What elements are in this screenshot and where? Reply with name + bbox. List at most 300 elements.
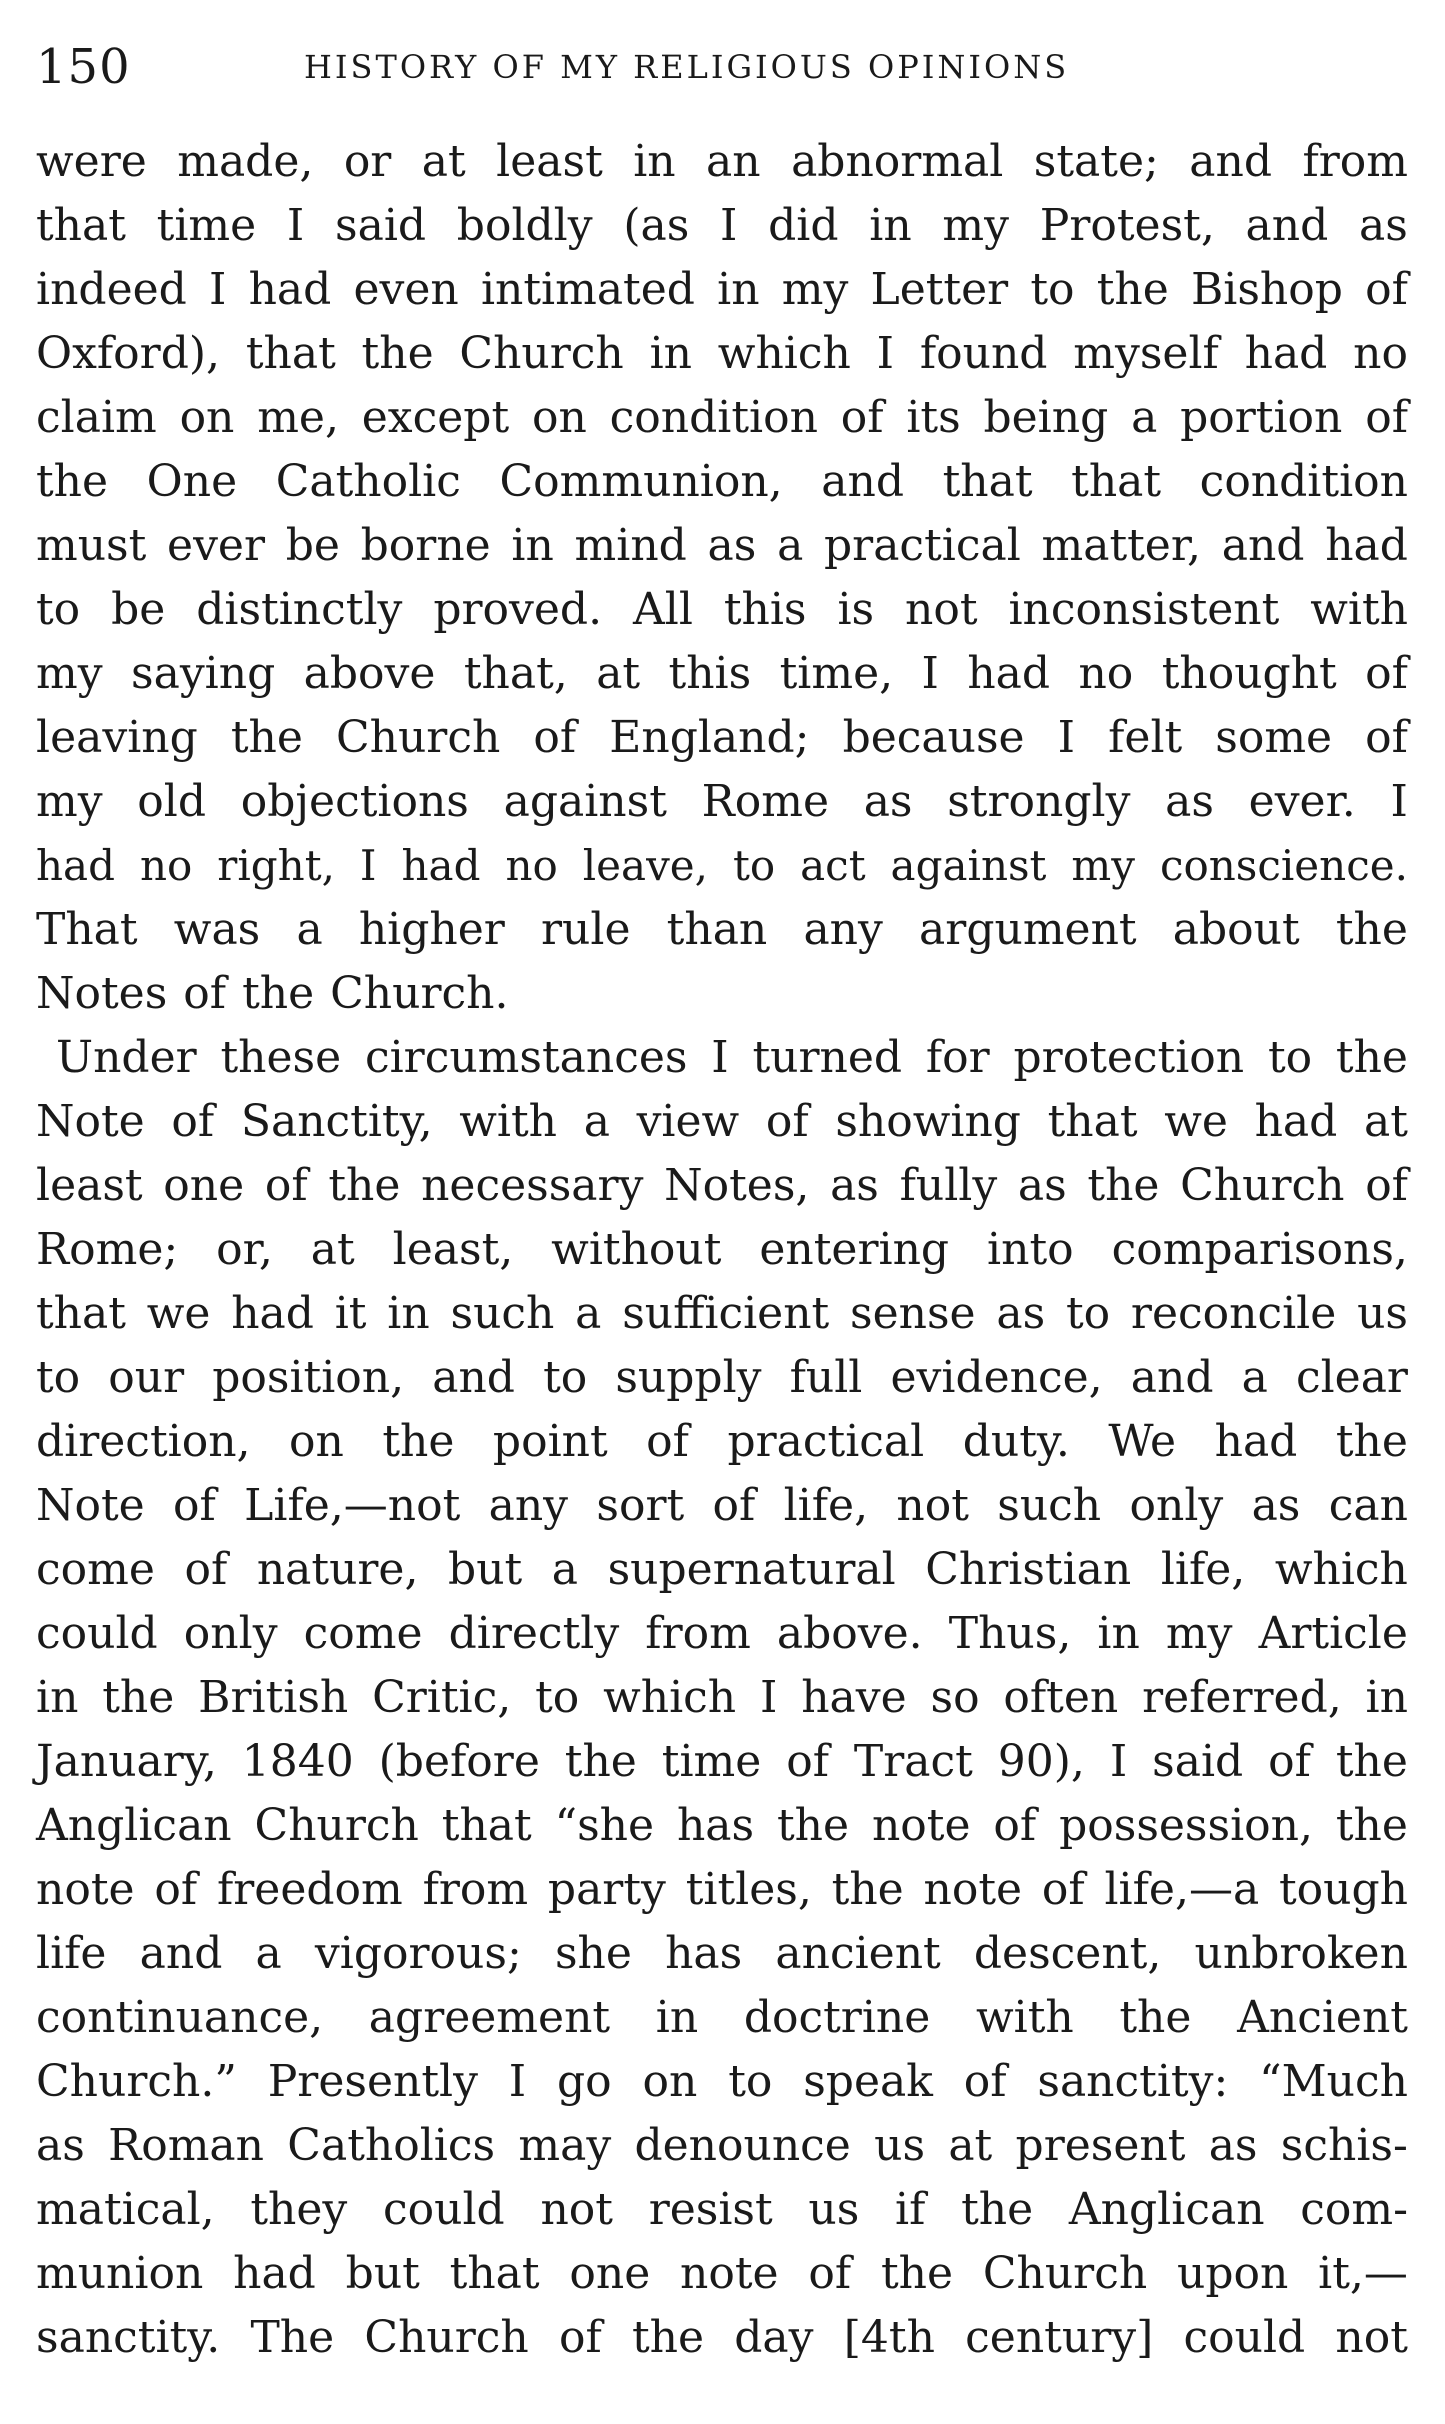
word: sense (850, 1288, 976, 1339)
word: Church.” (36, 2056, 237, 2107)
word: so (930, 1672, 980, 1723)
body-text (36, 130, 1408, 2370)
word: argument (919, 904, 1137, 955)
word: at (596, 648, 641, 699)
word: matter, (1041, 520, 1202, 571)
word: to (1267, 1032, 1313, 1083)
word: the (36, 456, 109, 507)
word: on (289, 1416, 344, 1467)
word: this (723, 584, 807, 635)
word: of (533, 712, 577, 763)
word: no (139, 841, 193, 890)
word: Oxford), (36, 328, 221, 379)
word: least (496, 136, 603, 187)
word: with (975, 1992, 1074, 2043)
word: turned (752, 1032, 903, 1083)
word: com- (1300, 2184, 1408, 2235)
word: could (36, 1608, 158, 1659)
word: on (179, 392, 235, 443)
word: or (343, 136, 392, 187)
word: come (36, 1544, 155, 1595)
word: Under (56, 1032, 197, 1083)
word: is (837, 584, 875, 635)
word: Church. (330, 968, 509, 1019)
text-line (36, 1922, 1408, 1986)
word: a (777, 520, 804, 571)
word: my (942, 200, 1009, 251)
word: the (242, 968, 315, 1019)
word: of (171, 1096, 215, 1147)
word: not (1335, 2312, 1408, 2363)
word: because (842, 712, 1025, 763)
word: condition (1199, 456, 1408, 507)
word: in (869, 200, 912, 251)
word: could (1183, 2312, 1306, 2363)
word: Sanctity, (240, 1096, 433, 1147)
word: of (712, 1480, 756, 1531)
word: in (717, 264, 760, 315)
word: the (1096, 264, 1169, 315)
text-line (36, 962, 1408, 1026)
word: the (1335, 1032, 1408, 1083)
text-line (36, 2242, 1408, 2306)
word: at (310, 1224, 355, 1275)
word: did (768, 200, 839, 251)
word: had (1254, 1096, 1338, 1147)
word: its (906, 392, 961, 443)
word: Letter (870, 264, 1009, 315)
word: in (1365, 1672, 1408, 1723)
word: portion (1180, 392, 1343, 443)
word: Note (36, 1096, 145, 1147)
word: which (1274, 1544, 1408, 1595)
word: has (665, 1928, 743, 1979)
word: we (146, 1288, 211, 1339)
text-line (36, 1474, 1408, 1538)
word: the (777, 1800, 850, 1851)
word: ancient (775, 1928, 941, 1979)
word: schis- (1280, 2120, 1408, 2171)
word: had (233, 2248, 316, 2299)
page-header (36, 32, 1416, 102)
word: leaving (36, 712, 198, 763)
word: party (547, 1864, 666, 1915)
word: higher (358, 904, 505, 955)
word: but (448, 1544, 523, 1595)
word: Church (254, 1800, 419, 1851)
word: Anglican (36, 1800, 232, 1851)
word: sanctity: (1037, 2056, 1229, 2107)
word: Protest, (1039, 200, 1215, 251)
word: us (874, 2120, 926, 2171)
word: condition (609, 392, 818, 443)
word: in (633, 136, 676, 187)
word: no (1353, 328, 1408, 379)
word: I (759, 1672, 778, 1723)
word: 90), (997, 1736, 1085, 1787)
word: that (36, 200, 126, 251)
word: had (967, 648, 1051, 699)
word: One (146, 456, 238, 507)
word: Life,—not (244, 1480, 461, 1531)
word: possession, (1059, 1800, 1313, 1851)
text-line (36, 1090, 1408, 1154)
word: not (896, 1480, 969, 1531)
word: time (661, 1736, 762, 1787)
word: mind (574, 520, 687, 571)
word: the (631, 2312, 705, 2363)
word: the (102, 1672, 175, 1723)
word: distinctly (196, 584, 403, 635)
word: vigorous; (314, 1928, 522, 1979)
word: clear (1295, 1352, 1408, 1403)
word: directly (448, 1608, 620, 1659)
word: the (361, 328, 434, 379)
word: the (1335, 1736, 1408, 1787)
word: ever (167, 520, 265, 571)
word: any (803, 904, 883, 955)
running-title: HISTORY OF MY RELIGIOUS OPINIONS (304, 48, 1070, 86)
word: such (997, 1480, 1102, 1531)
text-line (36, 1730, 1408, 1794)
word: of (1365, 264, 1408, 315)
text-line (36, 1026, 1408, 1090)
word: life,—a (1104, 1864, 1260, 1915)
word: Church (1180, 1160, 1345, 1211)
word: with (1310, 584, 1408, 635)
word: least (36, 1160, 143, 1211)
word: and (1245, 200, 1329, 251)
word: England; (609, 712, 810, 763)
word: of (840, 392, 884, 443)
word: had (248, 264, 332, 315)
word: “she (554, 1800, 655, 1851)
word: the (1335, 904, 1408, 955)
word: had (36, 841, 115, 890)
word: of (765, 1096, 809, 1147)
word: indeed (36, 264, 187, 315)
word: Tract (853, 1736, 973, 1787)
text-line (36, 1218, 1408, 1282)
word: Anglican (1068, 2184, 1265, 2235)
word: it (334, 1288, 367, 1339)
word: a (551, 1544, 579, 1595)
word: the (831, 1864, 904, 1915)
word: the (328, 1160, 401, 1211)
word: titles, (685, 1864, 812, 1915)
word: be (285, 520, 340, 571)
word: present (1015, 2120, 1186, 2171)
word: I (508, 2056, 527, 2107)
word: supply (615, 1352, 762, 1403)
word: from (645, 1608, 751, 1659)
word: in (1097, 1608, 1140, 1659)
text-line (36, 386, 1408, 450)
word: has (676, 1800, 755, 1851)
word: was (173, 904, 261, 955)
word: no (505, 841, 558, 890)
word: comparisons, (1111, 1224, 1408, 1275)
text-line (36, 1154, 1408, 1218)
word: I (209, 264, 227, 315)
word: That (36, 904, 138, 955)
word: life, (1160, 1544, 1246, 1595)
word: from (422, 1864, 529, 1915)
word: us (808, 2184, 860, 2235)
word: of (786, 1736, 829, 1787)
word: Rome; (36, 1224, 179, 1275)
word: Ancient (1237, 1992, 1408, 2043)
word: January, (36, 1736, 217, 1787)
word: Presently (267, 2056, 478, 2107)
word: the (1119, 1992, 1192, 2043)
word: being (983, 392, 1109, 443)
text-line (36, 1410, 1408, 1474)
text-line (36, 130, 1408, 194)
text-line (36, 514, 1408, 578)
word: a (1241, 1352, 1268, 1403)
word: “Much (1259, 2056, 1408, 2107)
word: We (1108, 1416, 1177, 1467)
word: one (569, 2248, 651, 2299)
text-line (36, 1538, 1408, 1602)
word: inconsistent (1008, 584, 1280, 635)
word: Notes (36, 968, 168, 1019)
word: nature, (256, 1544, 419, 1595)
word: without (551, 1224, 722, 1275)
word: of (173, 1480, 216, 1531)
word: made, (177, 136, 314, 187)
word: I (1109, 1736, 1128, 1787)
word: only (183, 1608, 278, 1659)
word: Catholics (287, 2120, 496, 2171)
word: continuance, (36, 1992, 324, 2043)
word: I (1057, 712, 1076, 763)
word: Church (459, 328, 624, 379)
word: except (361, 392, 510, 443)
word: and (1130, 1352, 1214, 1403)
word: circumstances (364, 1032, 688, 1083)
word: a (583, 1096, 610, 1147)
text-line (36, 194, 1408, 258)
word: above. (776, 1608, 923, 1659)
word: for (925, 1032, 990, 1083)
word: to (1065, 1288, 1111, 1339)
text-line (36, 2114, 1408, 2178)
text-line (36, 898, 1408, 962)
word: direction, (36, 1416, 251, 1467)
word: practical (727, 1416, 925, 1467)
word: entering (759, 1224, 950, 1275)
word: no (1078, 648, 1134, 699)
word: Roman (108, 2120, 265, 2171)
word: to (543, 1352, 588, 1403)
word: were (36, 136, 147, 187)
word: Thus, (948, 1608, 1072, 1659)
word: of (1041, 1864, 1085, 1915)
text-line (36, 322, 1408, 386)
word: in (36, 1672, 79, 1723)
word: I (286, 200, 305, 251)
word: that (1047, 1096, 1138, 1147)
word: had (1325, 520, 1408, 571)
word: as (1165, 776, 1214, 827)
text-line (36, 1986, 1408, 2050)
word: the (880, 2248, 954, 2299)
word: Rome (701, 776, 829, 827)
word: myself (1073, 328, 1219, 379)
word: which (603, 1672, 737, 1723)
word: not (540, 2184, 613, 2235)
word: these (220, 1032, 342, 1083)
word: I (359, 841, 377, 890)
text-line (36, 2178, 1408, 2242)
word: can (1328, 1480, 1408, 1531)
word: a (255, 1928, 282, 1979)
word: I (711, 1032, 729, 1083)
word: freedom (216, 1864, 403, 1915)
word: or, (216, 1224, 273, 1275)
word: felt (1108, 712, 1183, 763)
page-number: 150 (36, 39, 131, 95)
word: matical, (36, 2184, 215, 2235)
text-line (36, 1282, 1408, 1346)
word: but (345, 2248, 420, 2299)
word: of (558, 2312, 602, 2363)
word: life (36, 1928, 107, 1979)
word: to (1030, 264, 1075, 315)
word: against (503, 776, 667, 827)
word: with (459, 1096, 558, 1147)
word: even (353, 264, 459, 315)
word: such (450, 1288, 555, 1339)
word: All (633, 584, 693, 635)
text-line (36, 1666, 1408, 1730)
word: the (961, 2184, 1034, 2235)
word: Church (364, 2312, 529, 2363)
word: state; (1033, 136, 1159, 187)
word: Notes, (664, 1160, 810, 1211)
word: rule (541, 904, 631, 955)
word: right, (217, 841, 335, 890)
word: note (871, 1800, 971, 1851)
word: as (1017, 1160, 1067, 1211)
word: borne (360, 520, 491, 571)
word: note (923, 1864, 1023, 1915)
word: fully (899, 1160, 998, 1211)
word: sufficient (622, 1288, 830, 1339)
word: above (303, 648, 436, 699)
word: to (535, 1672, 580, 1723)
text-line (36, 2306, 1408, 2370)
word: upon (1177, 2248, 1289, 2299)
word: they (250, 2184, 348, 2235)
word: point (492, 1416, 608, 1467)
word: an (706, 136, 761, 187)
word: have (801, 1672, 907, 1723)
word: to (36, 584, 81, 635)
word: sanctity. (36, 2312, 221, 2363)
word: of (264, 1160, 308, 1211)
word: of (1365, 1160, 1408, 1211)
word: that, (463, 648, 568, 699)
word: if (895, 2184, 926, 2235)
word: of (993, 1800, 1037, 1851)
word: note (36, 1864, 135, 1915)
word: than (666, 904, 768, 955)
word: Bishop (1190, 264, 1343, 315)
word: must (36, 520, 147, 571)
word: often (1003, 1672, 1119, 1723)
word: I (1390, 776, 1408, 827)
word: at (421, 136, 466, 187)
word: denounce (634, 2120, 851, 2171)
word: my (781, 264, 849, 315)
word: one (163, 1160, 245, 1211)
word: conscience. (1159, 841, 1408, 890)
word: as (1208, 2120, 1258, 2171)
word: ever. (1248, 776, 1356, 827)
word: I (720, 200, 738, 251)
word: I (876, 328, 895, 379)
word: act (800, 841, 866, 890)
word: supernatural (607, 1544, 896, 1595)
text-line (36, 642, 1408, 706)
word: as (36, 2120, 85, 2171)
word: referred, (1142, 1672, 1342, 1723)
word: which (717, 328, 851, 379)
text-line (36, 834, 1408, 898)
word: some (1215, 712, 1333, 763)
word: leave, (582, 841, 709, 890)
word: time (156, 200, 257, 251)
word: on (642, 2056, 698, 2107)
word: of (1365, 648, 1408, 699)
word: this (668, 648, 752, 699)
word: protection (1013, 1032, 1245, 1083)
word: may (518, 2120, 612, 2171)
word: agreement (368, 1992, 611, 2043)
word: my (36, 648, 103, 699)
word: as (996, 1288, 1046, 1339)
word: (before (378, 1736, 540, 1787)
word: to (732, 841, 776, 890)
word: speak (803, 2056, 933, 2107)
word: from (1302, 136, 1408, 187)
text-line (36, 258, 1408, 322)
word: the (1335, 1800, 1408, 1851)
word: to (36, 1352, 81, 1403)
word: Catholic (275, 456, 461, 507)
word: and (821, 456, 905, 507)
word: and (139, 1928, 223, 1979)
word: of (1365, 712, 1408, 763)
word: as (707, 520, 757, 571)
word: the (1087, 1160, 1160, 1211)
word: as (863, 776, 913, 827)
word: against (890, 841, 1047, 890)
word: showing (835, 1096, 1021, 1147)
word: that (1071, 456, 1162, 507)
word: that (441, 1800, 532, 1851)
word: that (36, 1288, 126, 1339)
word: the (564, 1736, 637, 1787)
word: and (1221, 520, 1305, 571)
word: she (554, 1928, 632, 1979)
text-line (36, 1602, 1408, 1666)
text-line (36, 2050, 1408, 2114)
word: a (575, 1288, 602, 1339)
